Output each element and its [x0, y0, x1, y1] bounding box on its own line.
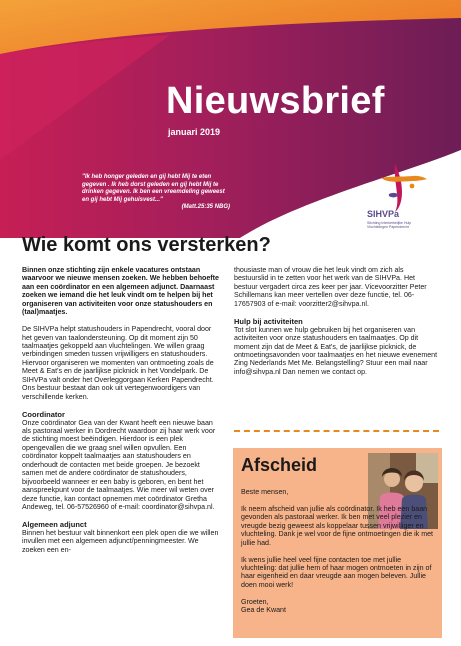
farewell-letter	[241, 488, 437, 615]
section-heading-activities: Hulp bij activiteiten	[234, 316, 303, 326]
quote-text: "Ik heb honger geleden en gij hebt Mij te eten gegeven . Ik heb dorst geleden en gij hebt Mij te drinken gegeven. Ik ben een vreemdeling geweest en gij hebt Mij gehuisvest..."	[82, 174, 225, 203]
newsletter-title: Nieuwsbrief	[166, 80, 385, 122]
farewell-paragraph-1: Ik neem afscheid van jullie als coördinator. Ik heb een baan gevonden als pastoraal werker. Ik ben met veel plezier en vreugde bezig geweest als koppelaar tussen vrijwilliger en vluchteling. Dank je wel voor de fijne ontmoetingen die ik met jullie had.	[241, 504, 434, 547]
quote-reference: (Matt.25:35 NBG)	[181, 204, 230, 211]
article-lead: Binnen onze stichting zijn enkele vacatures ontstaan waarvoor we nieuwe mensen zoeken. We hebben behoefte aan een coördinator en een algemeen adjunct. Daarnaast zoeken we iemand die het leuk vindt om te helpen bij het organiseren van activiteiten voor onze statushouders en (taal)maatjes.	[22, 266, 219, 317]
article-paragraph-adjunct-continued: thousiaste man of vrouw die het leuk vindt om zich als bestuurslid in te zetten voor het werk van de SIHVPa. Het bestuur vergadert circa zes keer per jaar. Vicevoorzitter Peter Schillemans kan meer vertellen over deze functie, tel. 06-17657903 of e-mail: voorzitter2@sihvpa.nl.	[234, 266, 427, 308]
issue-date: januari 2019	[168, 127, 221, 137]
logo-subtitle: Stichting Interkerkelijke Hulp Vluchtelingen Papendrecht	[367, 221, 412, 229]
farewell-signature: Gea de Kwant	[241, 606, 286, 615]
article-column-left	[22, 266, 222, 563]
article-column-right	[234, 266, 439, 385]
bible-quote	[82, 174, 230, 212]
article-paragraph-activities: Tot slot kunnen we hulp gebruiken bij het organiseren van activiteiten voor onze statushouders en taalmaatjes. Op dit moment zijn dat de Meet & Eat's, de jaarlijkse picknick, de ontmoetingsavonden voor taalmaatjes en het nieuwe evenement Zing Nederlands Met Me. Belangstelling? Stuur een mail naar info@sihvpa.nl Dan nemen we contact op.	[234, 325, 438, 376]
dashed-divider	[234, 430, 439, 432]
article-paragraph: De SIHVPa helpt statushouders in Papendrecht, vooral door het geven van taalondersteuning. Op dit moment zijn 50 taalmaatjes gekoppeld aan vluchtelingen. We willen graag verbindingen smeden tussen vrijwilligers en statushouders. Hiervoor organiseren we momenten van ontmoeting zoals de Meet & Eat's en de jaarlijkse picknick in het Vondelpark. De SIHVPa valt onder het Overleggorgaan Kerken Papendrecht. Ons bestuur bestaat dan ook uit vertegenwoordigers van verschillende kerken.	[22, 325, 214, 401]
article-paragraph-coordinator: Onze coördinator Gea van der Kwant heeft een nieuwe baan als pastoraal werker in Dordrecht waardoor zij haar werk voor de stichting moest beëindigen. Hierdoor is een plek opengevallen die we graag snel willen opvullen. Een coördinator koppelt taalmaatjes aan statushouders en onderhoudt de contacten met beide groepen. Je bezoekt samen met de andere coördinator de statushouders, bijvoorbeeld wanneer er een baby is geboren, en bent het aanspreekpunt voor de taalmaatjes. Wie meer wil weten over deze functie, kan contact opnemen met coördinator Gretha Andeweg, tel. 06-57526960 of e-mail: coordinator@sihvpa.nl.	[22, 418, 216, 512]
section-heading-adjunct: Algemeen adjunct	[22, 519, 87, 529]
farewell-paragraph-2: Ik wens jullie heel veel fijne contacten toe met jullie vluchteling: dat jullie hem of haar mogen ontmoeten in zijn of haar eigenheid en daar vreugde aan mogen beleven. Jullie doen mooi werk!	[241, 555, 432, 589]
logo-name: SIHVPa	[367, 209, 400, 219]
farewell-title: Afscheid	[241, 455, 318, 475]
article-paragraph-adjunct: Binnen het bestuur valt binnenkort een plek open die we willen invullen met een algemeen adjunct/penningmeester. We zoeken een en-	[22, 528, 219, 554]
farewell-closing: Groeten,	[241, 597, 269, 606]
farewell-box	[233, 448, 442, 638]
section-heading-coordinator: Coordinator	[22, 409, 65, 419]
farewell-greeting: Beste mensen,	[241, 488, 289, 496]
article-headline: Wie komt ons versterken?	[22, 234, 271, 256]
